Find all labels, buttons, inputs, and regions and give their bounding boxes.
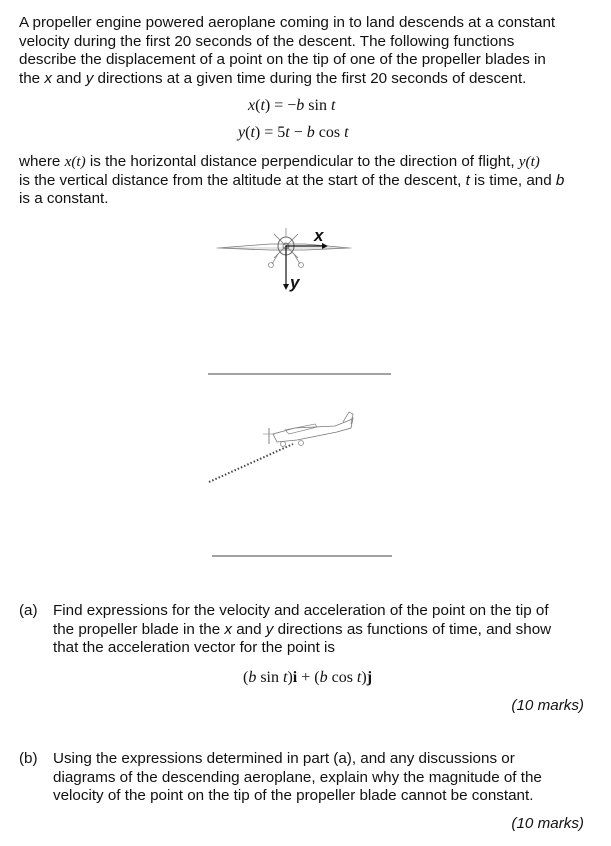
intro-line-2: velocity during the first 20 seconds of the descent. The following functions bbox=[19, 32, 515, 50]
acceleration-vector: (b sin t)i + (b cos t)j bbox=[243, 669, 373, 686]
part-a-marks: (10 marks) bbox=[511, 697, 584, 714]
x-axis-label: x bbox=[314, 226, 324, 245]
part-a-label: (a) bbox=[19, 602, 38, 619]
definitions-paragraph: where x(t) is the horizontal distance perpendicular to the direction of flight, y(t) is the vertical distance from the altitude at the start of the descent, t is time, and b is a constant. bbox=[19, 153, 565, 207]
part-b-text: Using the expressions determined in part (a), and any discussions or diagrams of the descending aeroplane, explain why the magnitude of the velocity of the point on the tip of the propeller blade cannot be constant. bbox=[53, 750, 542, 804]
part-b-marks: (10 marks) bbox=[511, 815, 584, 832]
ground-line-bottom bbox=[212, 554, 394, 558]
aeroplane-side-view bbox=[205, 410, 365, 490]
intro-line-1: A propeller engine powered aeroplane coming in to land descends at a constant bbox=[19, 14, 556, 31]
intro-paragraph bbox=[19, 14, 589, 88]
y-axis-label: y bbox=[290, 273, 300, 292]
equation-y: y(t) = 5t − b cos t bbox=[238, 124, 349, 141]
descent-path bbox=[209, 444, 293, 482]
part-a-text: Find expressions for the velocity and acceleration of the point on the tip of the propeller blade in the x and y directions as functions of time, and show that the acceleration vector for the point is bbox=[53, 602, 552, 656]
intro-line-3: describe the displacement of a point on the tip of one of the propeller blades in bbox=[19, 51, 546, 68]
part-b-label: (b) bbox=[19, 750, 38, 767]
intro-line-4: the x and y directions at a given time during the first 20 seconds of descent. bbox=[19, 69, 527, 87]
equation-x: x(t) = −b sin t bbox=[248, 97, 336, 114]
ground-line-top bbox=[208, 372, 393, 376]
aeroplane-front-view bbox=[210, 222, 360, 302]
